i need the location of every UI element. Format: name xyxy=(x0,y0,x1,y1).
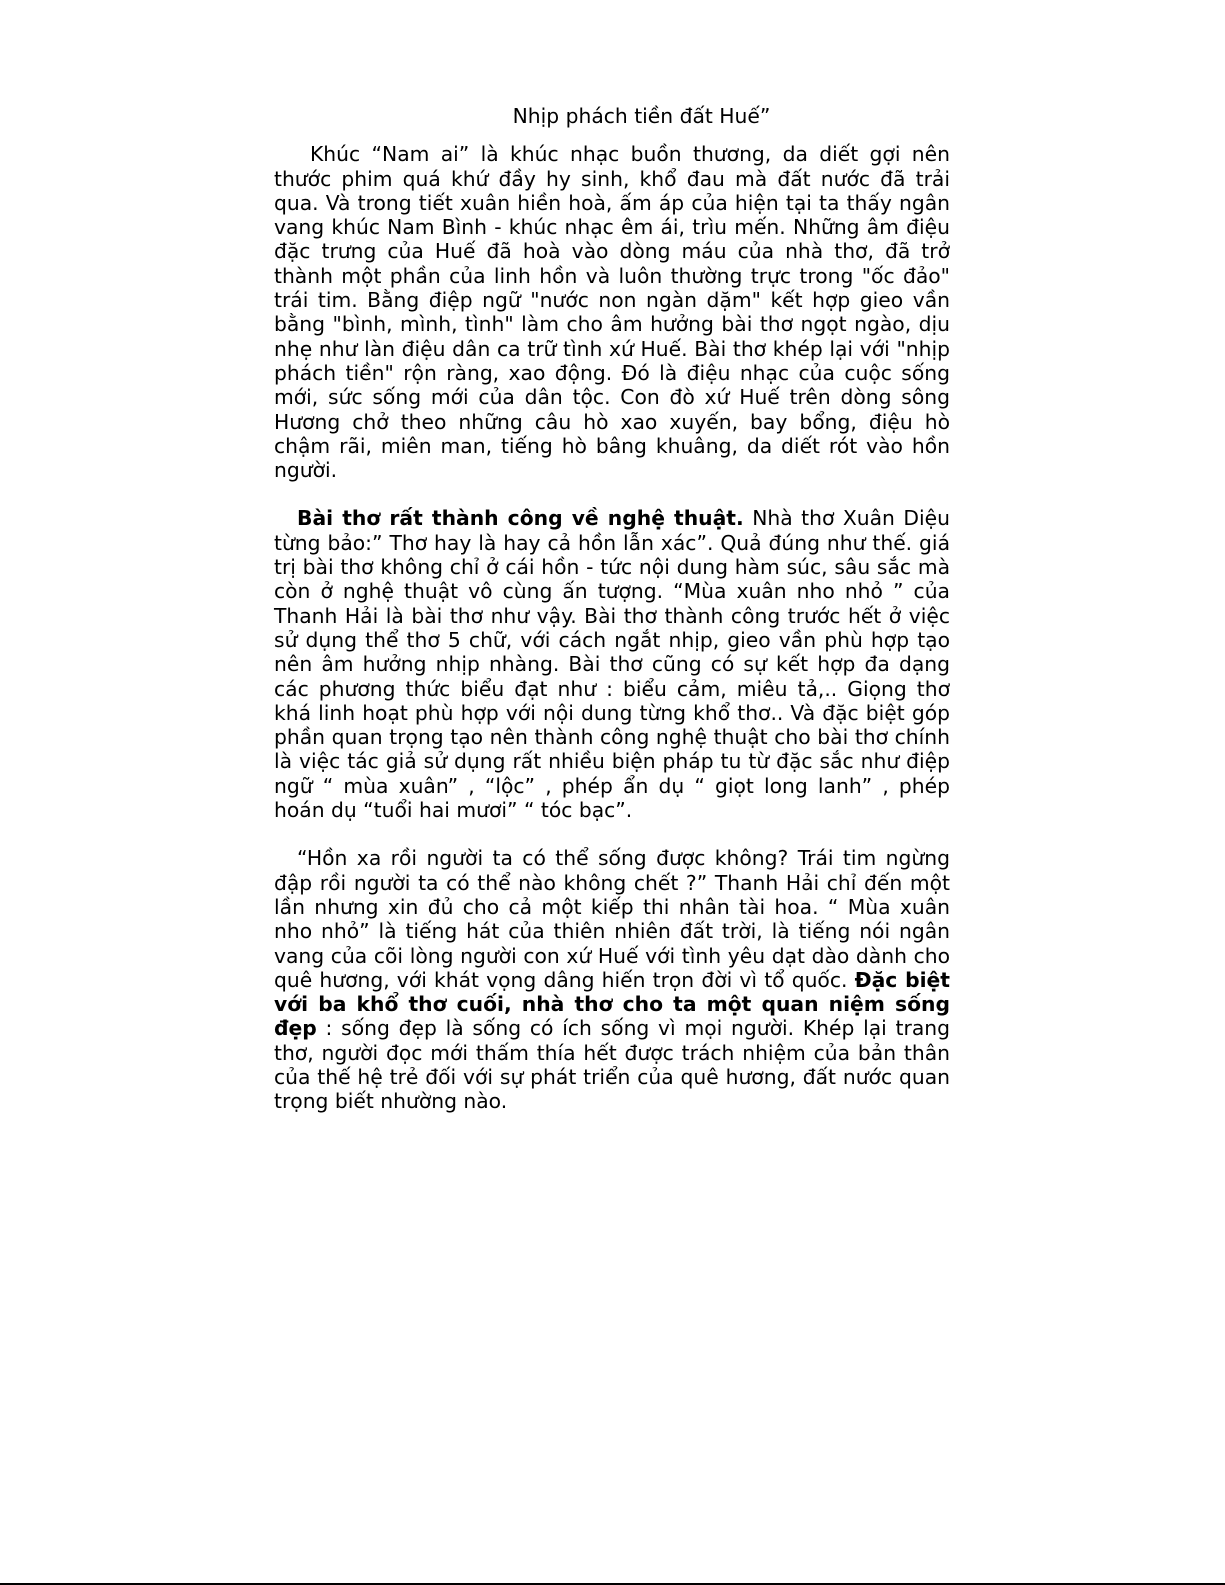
text-column xyxy=(274,104,950,1114)
paragraph-text: Nhà thơ Xuân Diệu từng bảo:” Thơ hay là hay cả hồn lẫn xác”. Quả đúng như thế. giá trị bài thơ không chỉ ở cái hồn - tức nội dung hàm súc, sâu sắc mà còn ở nghệ thuật vô cùng ấn tượng. “Mùa xuân nho nhỏ ” của Thanh Hải là bài thơ như vậy. Bài thơ thành công trước hết ở việc sử dụng thể thơ 5 chữ, với cách ngắt nhịp, gieo vần phù hợp tạo nên âm hưởng nhịp nhàng. Bài thơ cũng có sự kết hợp đa dạng các phương thức biểu đạt như : biểu cảm, miêu tả,.. Giọng thơ khá linh hoạt phù hợp với nội dung từng khổ thơ.. Và đặc biệt góp phần quan trọng tạo nên thành công nghệ thuật cho bài thơ chính là việc tác giả sử dụng rất nhiều biện pháp tu từ đặc sắc như điệp ngữ “ mùa xuân” , “lộc” , phép ẩn dụ “ giọt long lanh” , phép hoán dụ “tuổi hai mươi” “ tóc bạc”. xyxy=(274,506,950,823)
quote-line: Nhịp phách tiền đất Huế” xyxy=(512,104,771,128)
paragraph-text-before: “Hồn xa rồi người ta có thể sống được không? Trái tim ngừng đập rồi người ta có thể nào không chết ?” Thanh Hải chỉ đến một lần nhưng xin đủ cho cả một kiếp thi nhân tài hoa. “ Mùa xuân nho nhỏ” là tiếng hát của thiên nhiên đất trời, là tiếng nói ngân vang của cõi lòng người con xứ Huế với tình yêu dạt dào dành cho quê hương, với khát vọng dâng hiến trọn đời vì tổ quốc. xyxy=(274,846,950,992)
paragraph-text-after: : sống đẹp là sống có ích sống vì mọi người. Khép lại trang thơ, người đọc mới thấm thía hết được trách nhiệm của bản thân của thế hệ trẻ đối với sự phát triển của quê hương, đất nước quan trọng biết nhường nào. xyxy=(274,1016,950,1114)
paragraph-nam-ai xyxy=(274,142,950,482)
paragraph-bold-highlight: Đặc biệt với ba khổ thơ cuối, nhà thơ cho ta một quan niệm sống đẹp xyxy=(274,967,951,1041)
paragraph-text: Khúc “Nam ai” là khúc nhạc buồn thương, da diết gợi nên thước phim quá khứ đầy hy sinh, khổ đau mà đất nước đã trải qua. Và trong tiết xuân hiền hoà, ấm áp của hiện tại ta thấy ngân vang khúc Nam Bình - khúc nhạc êm ái, trìu mến. Những âm điệu đặc trưng của Huế đã hoà vào dòng máu của nhà thơ, đã trở thành một phần của linh hồn và luôn thường trực trong "ốc đảo" trái tim. Bằng điệp ngữ "nước non ngàn dặm" kết hợp gieo vần bằng "bình, mình, tình" làm cho âm hưởng bài thơ ngọt ngào, dịu nhẹ như làn điệu dân ca trữ tình xứ Huế. Bài thơ khép lại với "nhịp phách tiền" rộn ràng, xao động. Đó là điệu nhạc của cuộc sống mới, sức sống mới của dân tộc. Con đò xứ Huế trên dòng sông Hương chở theo những câu hò xao xuyến, bay bổng, điệu hò chậm rãi, miên man, tiếng hò bâng khuâng, da diết rót vào hồn người. xyxy=(274,142,950,483)
paragraph-conclusion xyxy=(274,846,950,1113)
paragraph-nghe-thuat xyxy=(274,506,950,822)
paragraph-bold-lead: Bài thơ rất thành công về nghệ thuật. xyxy=(297,506,744,531)
